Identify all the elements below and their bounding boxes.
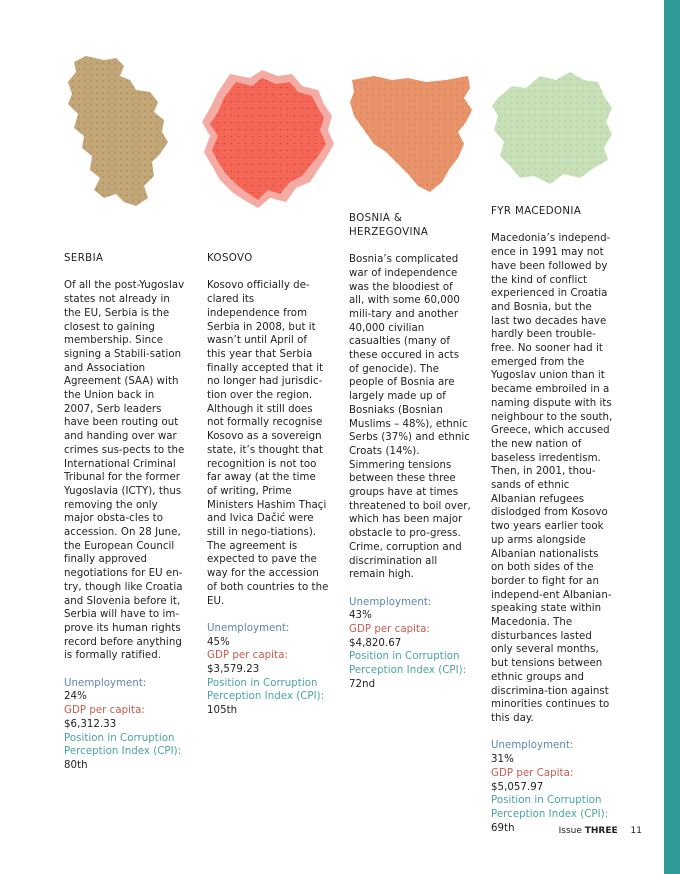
gdp-label: GDP per capita:	[349, 624, 430, 636]
kosovo-map-shape	[200, 70, 336, 210]
serbia-body-text: Of all the post-Yugoslav states not already in the EU, Serbia is the closest to gaining membership. Since signing a Stabili-sation and Association Agreement (SAA) with the Union back in 2007, Serb leaders have been routing out and handing over war crimes sus-pects to the International Criminal Tribunal for the former Yugoslavia (ICTY), thus removing the only major obsta-cles to accession. On 28 June, the European Council finally approved negotiations for EU en-try, though like Croatia and Slovenia before it, Serbia will have to im-prove its human rights record before anything is formally ratified.	[64, 280, 185, 662]
serbia-map-shape	[64, 54, 174, 209]
macedonia-map-shape	[490, 70, 614, 186]
cpi-label: Position in Corruption Perception Index (CPI):	[491, 795, 609, 820]
bosnia-column	[349, 212, 471, 692]
page-footer	[500, 826, 642, 836]
gdp-value: $3,579.23	[207, 664, 260, 676]
unemployment-value: 43%	[349, 610, 372, 622]
cpi-value: 80th	[64, 759, 88, 771]
macedonia-column	[491, 205, 613, 835]
gdp-value: $6,312.33	[64, 718, 117, 730]
gdp-value: $4,820.67	[349, 637, 402, 649]
cpi-value: 69th	[491, 822, 515, 834]
bosnia-stats	[349, 596, 471, 692]
unemployment-value: 45%	[207, 636, 230, 648]
bosnia-heading: BOSNIA & HERZEGOVINA	[349, 213, 429, 238]
cpi-value: 105th	[207, 705, 238, 717]
cpi-value: 72nd	[349, 678, 376, 690]
cpi-label: Position in Corruption Perception Index (CPI):	[349, 651, 467, 677]
macedonia-heading: FYR MACEDONIA	[491, 206, 582, 217]
issue-label	[559, 826, 618, 836]
macedonia-body-text: Macedonia’s independ-ence in 1991 may not have been followed by the kind of conflict experienced in Croatia and Bosnia, but the last two decades have hardly been trouble-free. No sooner had it emerged from the Yugoslav union than it became embroiled in a naming dispute with its neighbour to the south, Greece, which accused the new nation of baseless irredentism. Then, in 2001, thou-sands of ethnic Albanian refugees dislodged from Kosovo two years earlier took up arms alongside Albanian nationalists on both sides of the border to fight for an independ-ent Albanian-speaking state within Macedonia. The disturbances lasted only several months, but tensions between ethnic groups and discrimina-tion against minorities continues to this day.	[491, 233, 613, 724]
macedonia-stats	[491, 739, 613, 835]
gdp-value: $5,057.97	[491, 781, 544, 793]
unemployment-value: 31%	[491, 754, 514, 766]
teal-sidebar-stripe	[664, 0, 680, 874]
bosnia-map-shape	[346, 74, 476, 194]
bosnia-body-text: Bosnia’s complicated war of independence was the bloodiest of all, with some 60,000 mili-tary and another 40,000 civilian casualties (many of these occured in acts of genocide). The people of Bosnia are largely made up of Bosniaks (Bosnian Muslims – 48%), ethnic Serbs (37%) and ethnic Croats (14%). Simmering tensions between these three groups have at times threatened to boil over, which has been major obstacle to pro-gress. Crime, corruption and discrimination all remain high.	[349, 254, 471, 581]
kosovo-column	[207, 252, 329, 718]
serbia-stats	[64, 677, 186, 773]
kosovo-stats	[207, 622, 329, 718]
unemployment-value: 24%	[64, 691, 87, 703]
gdp-label: GDP per capita:	[207, 650, 288, 662]
kosovo-heading: KOSOVO	[207, 253, 253, 264]
issue-prefix: Issue	[558, 826, 582, 836]
page-number: 11	[630, 826, 642, 836]
cpi-label: Position in Corruption Perception Index (CPI):	[64, 732, 182, 758]
kosovo-body-text: Kosovo officially de-clared its independence from Serbia in 2008, but it wasn’t until April of this year that Serbia finally accepted that it no longer had jurisdic-tion over the region. Although it still does not formally recognise Kosovo as a sovereign state, it’s thought that recognition is not too far away (at the time of writing, Prime Ministers Hashim Thaçi and Ivica Dačić were still in nego-tiations). The agreement is expected to pave the way for the accession of both countries to the EU.	[207, 280, 329, 607]
gdp-label: GDP per capita:	[64, 705, 145, 717]
cpi-label: Position in Corruption Perception Index (CPI):	[207, 677, 325, 703]
unemployment-label: Unemployment:	[207, 622, 290, 634]
serbia-heading: SERBIA	[64, 253, 104, 264]
gdp-label: GDP per Capita:	[491, 767, 574, 779]
unemployment-label: Unemployment:	[64, 677, 147, 689]
unemployment-label: Unemployment:	[491, 740, 574, 752]
serbia-column	[64, 252, 186, 773]
issue-name: THREE	[584, 826, 618, 836]
unemployment-label: Unemployment:	[349, 596, 432, 608]
